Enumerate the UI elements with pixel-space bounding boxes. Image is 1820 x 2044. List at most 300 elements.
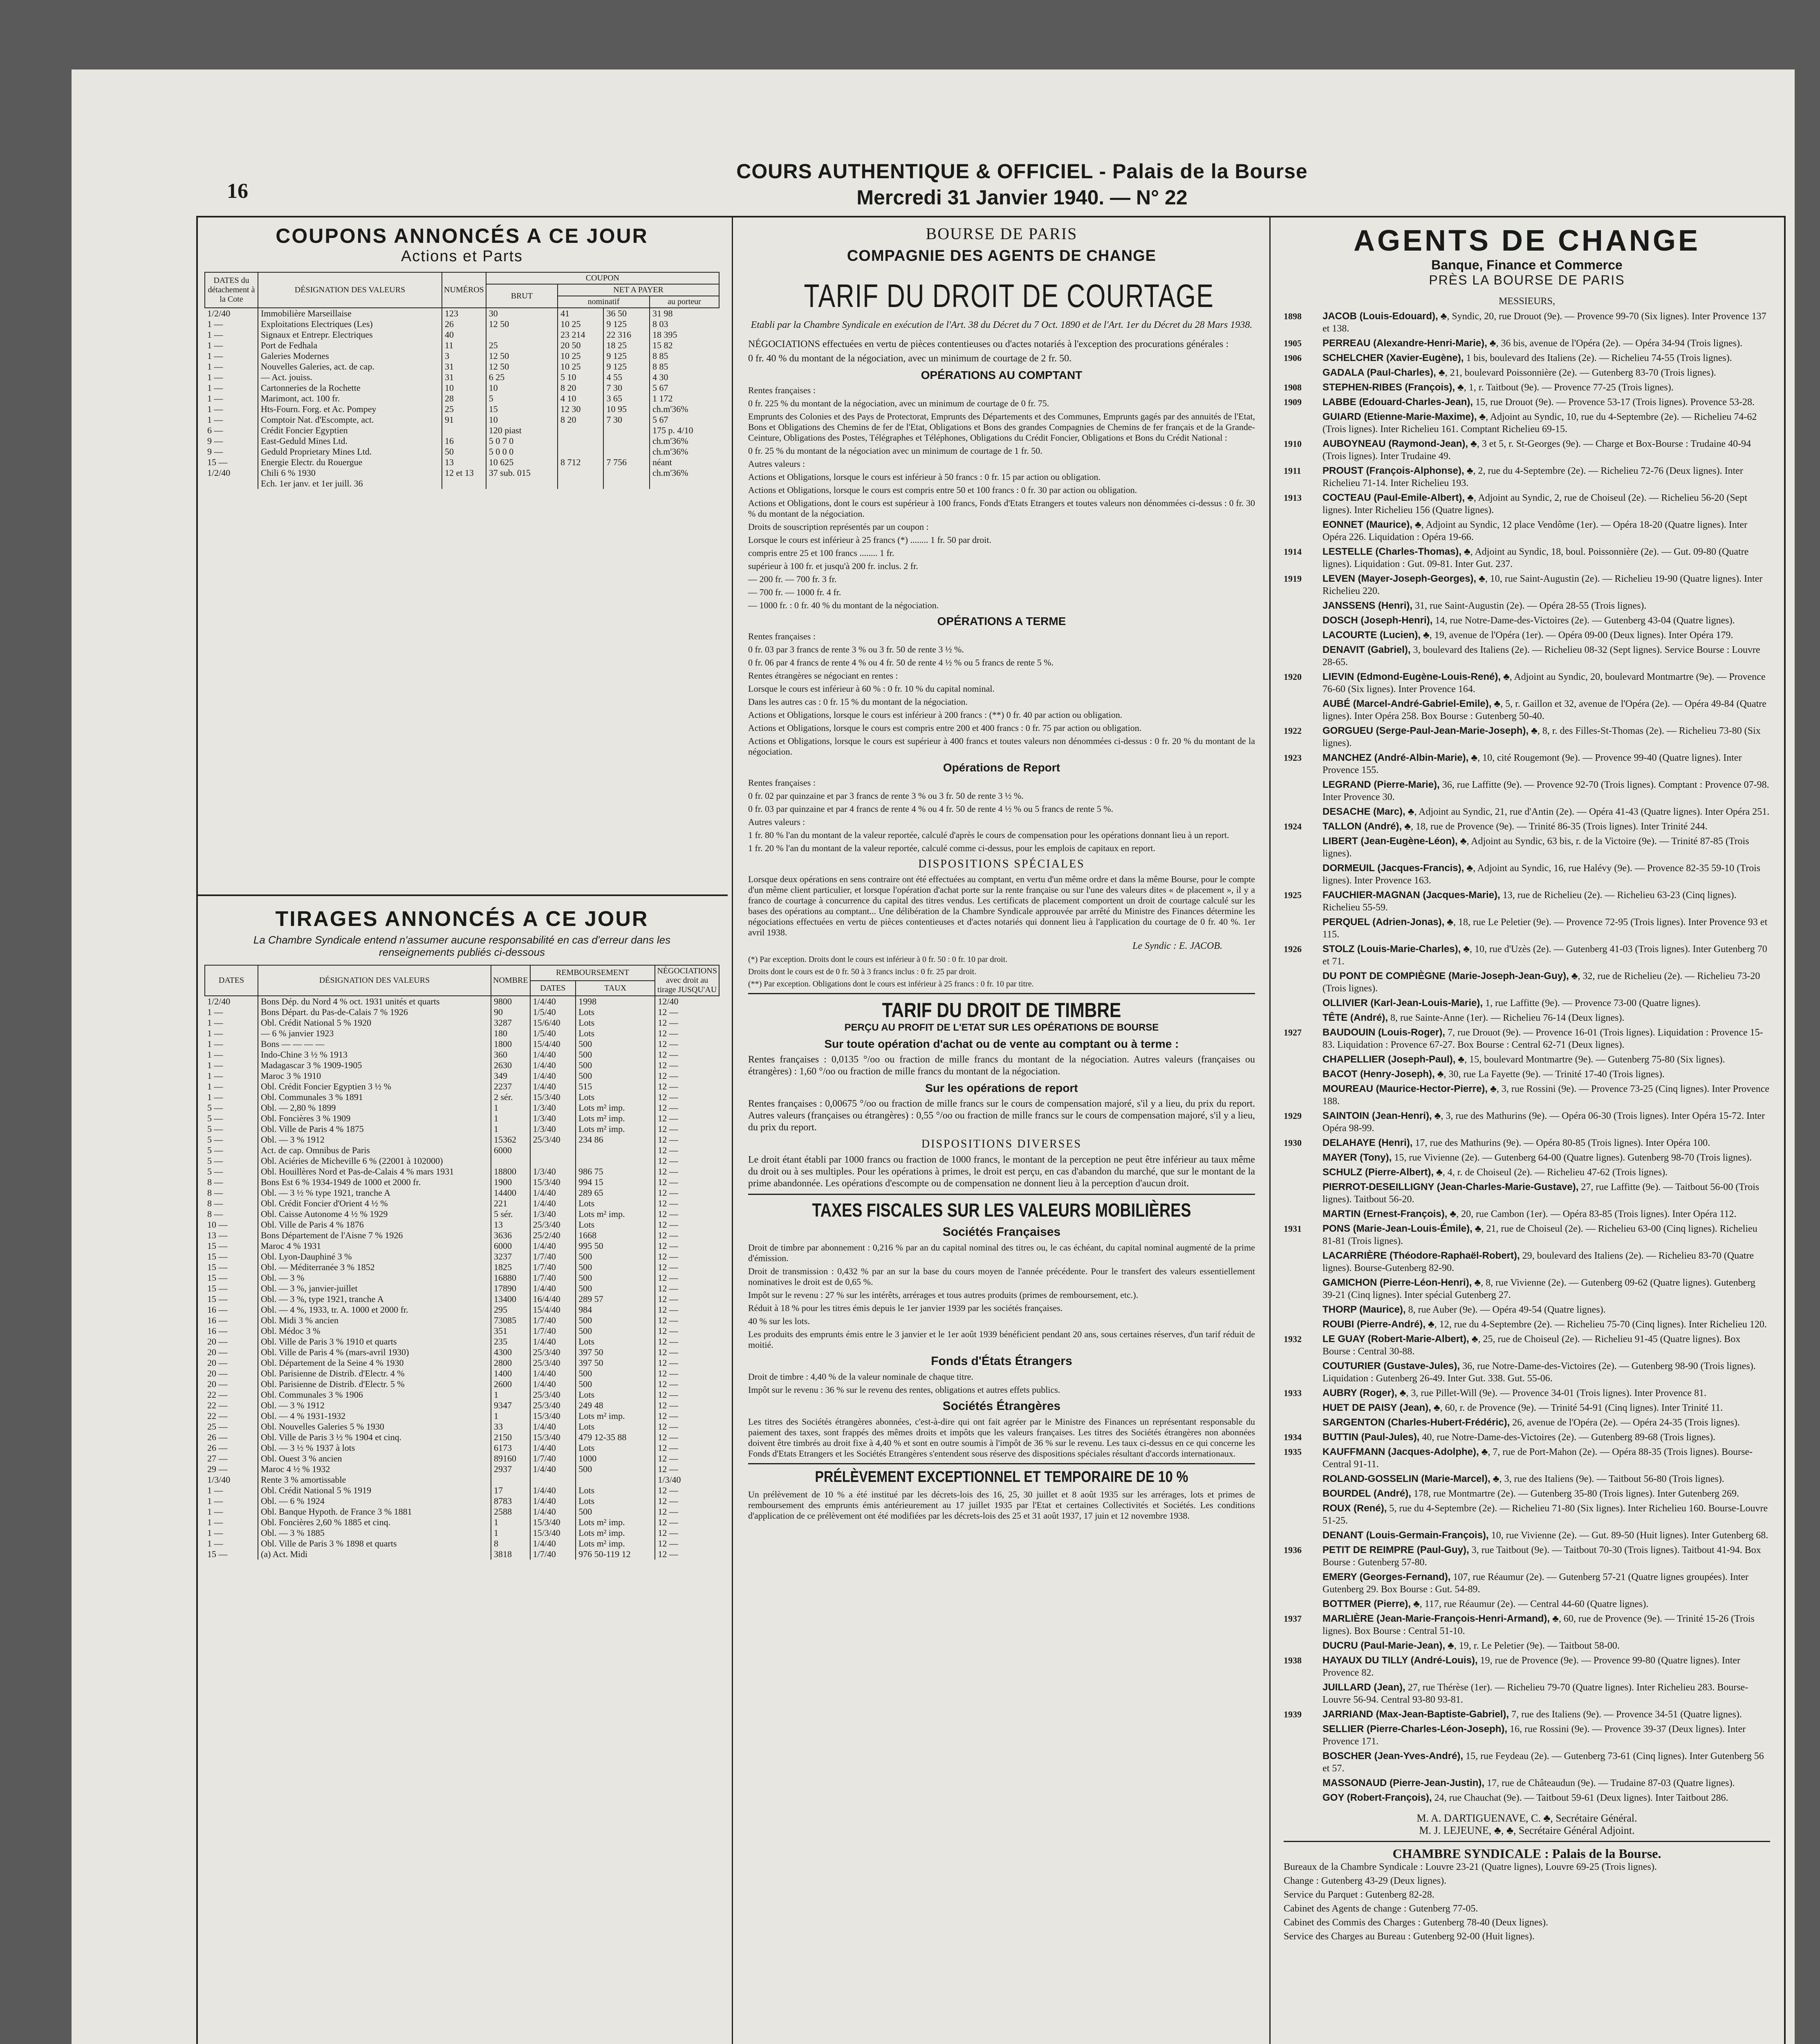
table-cell: 180 [491, 1028, 530, 1039]
agent-year: 1927 [1284, 1027, 1302, 1038]
table-cell: 1 — [207, 1496, 223, 1506]
table-cell: 15/3/40 [530, 1432, 576, 1443]
table-cell: 235 [491, 1336, 530, 1347]
bourse-title: BOURSE DE PARIS [926, 224, 1078, 243]
paragraph: 0 fr. 06 par 4 francs de rente 4 % ou 4 fr. 50 de rente 4 ½ % ou 5 francs de rente 5 %. [748, 657, 1054, 668]
paragraph: Service du Parquet : Gutenberg 82-28. [1284, 1889, 1434, 1900]
table-cell: 2150 [491, 1432, 530, 1443]
table-cell: Obl. Parisienne de Distrib. d'Electr. 4 % [258, 1368, 491, 1379]
agents-list [1284, 310, 1770, 1804]
table-cell: 1/4/40 [530, 1060, 576, 1071]
table-cell: Port de Fedhala [258, 340, 442, 351]
table-cell: 12/40 [655, 996, 719, 1007]
paragraph: Réduit à 18 % pour les titres émis depuis le 1er janvier 1939 par les sociétés françaises. [748, 1303, 1063, 1313]
agent-details: 36, rue Laffitte (9e). — Provence 92-70 (Trois lignes). Comptant : Provence 07-98. Inter Provence 30. [1322, 780, 1769, 802]
table-cell: 8 85 [650, 361, 719, 372]
table-cell: 175 p. 4/10 [650, 425, 719, 436]
table-cell: 1/3/40 [530, 1209, 576, 1219]
agent-name: AUBOYNEAU (Raymond-Jean), [1322, 438, 1468, 449]
agent-details: 26, avenue de l'Opéra (2e). — Opéra 24-35 (Trois lignes). [1510, 1417, 1740, 1428]
agent-details: 16, rue Rossini (9e). — Provence 39-37 (Deux lignes). Inter Provence 171. [1322, 1724, 1746, 1747]
table-cell: Obl. — 3 % 1885 [258, 1528, 491, 1538]
table-cell: 3287 [491, 1018, 530, 1028]
table-cell: 1/7/40 [530, 1273, 576, 1283]
table-cell [442, 425, 486, 436]
paragraph: Droit de timbre par abonnement : 0,216 % par an du capital nominal des titres ou, le cas échéant, du capital nominal augmenté de la prime d'émission. [748, 1242, 1255, 1263]
agent-details: ♣, Adjoint au Syndic, 20, boulevard Montmartre (9e). — Provence 76-60 (Six lignes). Inter Provence 164. [1322, 672, 1766, 695]
agent-details: ♣, 20, rue Cambon (1er). — Opéra 83-85 (Trois lignes). Inter Opéra 112. [1447, 1209, 1737, 1219]
table-cell: Act. de cap. Omnibus de Paris [258, 1145, 491, 1156]
table-cell: 1/4/40 [530, 1464, 576, 1475]
table-cell: 29 — [207, 1464, 228, 1474]
table-cell: 12 — [655, 1251, 719, 1262]
table-row [205, 1464, 719, 1475]
list-item [1284, 1318, 1770, 1331]
agent-name: CHAPELLIER (Joseph-Paul), [1322, 1054, 1456, 1065]
agent-details: ♣, 36 bis, avenue de l'Opéra (2e). — Opéra 34-94 (Trois lignes). [1487, 338, 1743, 349]
table-cell: Obl. — 3 %, janvier-juillet [258, 1283, 491, 1294]
table-cell: Obl. Parisienne de Distrib. d'Electr. 5 % [258, 1379, 491, 1390]
paragraph: 40 % sur les lots. [748, 1316, 810, 1326]
table-cell: 3 [442, 351, 486, 361]
list-item [1284, 889, 1770, 914]
table-cell: 12 50 [486, 361, 558, 372]
table-cell: 12 — [655, 1453, 719, 1464]
agent-details: 17, rue des Mathurins (9e). — Opéra 80-85 (Trois lignes). Inter Opéra 100. [1412, 1138, 1710, 1148]
agent-details: ♣, 8, rue Vivienne (2e). — Gutenberg 09-62 (Quatre lignes). Gutenberg 39-21 (Cinq lignes). Inter spécial Gutenberg 27. [1322, 1278, 1755, 1300]
section-rule [748, 993, 1255, 994]
agent-details: 3, boulevard des Italiens (2e). — Richelieu 08-32 (Sept lignes). Service Bourse : Louvre 28-65. [1322, 645, 1760, 668]
paragraph: Cabinet des Agents de change : Gutenberg 77-05. [1284, 1903, 1478, 1914]
table-cell: 13400 [491, 1294, 530, 1304]
col-numeros: NUMÉROS [442, 272, 486, 308]
table-cell: 7 756 [603, 457, 649, 468]
timbre-p2: Rentes françaises : 0,00675 °/oo ou fraction de mille francs sur le cours de compensation majoré, s'il y a lieu, du prix du report. Autres valeurs (françaises ou étrangères) : 0,55 °/oo ou fraction de mille francs sur le cours de compensation majoré, s'il y a lieu, du prix du report. [748, 1098, 1255, 1133]
table-cell: 15/3/40 [530, 1528, 576, 1538]
table-cell: 2630 [491, 1060, 530, 1071]
agent-name: LE GUAY (Robert-Marie-Albert), [1322, 1334, 1469, 1345]
table-cell: 1/2/40 [207, 308, 231, 318]
agent-name: MARLIÈRE (Jean-Marie-François-Henri-Armand), [1322, 1613, 1550, 1624]
coupons-body [205, 308, 719, 489]
agent-details: 1 bis, boulevard des Italiens (2e). — Richelieu 74-55 (Trois lignes). [1464, 353, 1732, 363]
paragraph: Impôt sur le revenu : 36 % sur le revenu des rentes, obligations et autres effets publics. [748, 1385, 1060, 1395]
syndic-signature: Le Syndic : E. JACOB. [1132, 941, 1222, 951]
paragraph: Actions et Obligations, lorsque le cours est compris entre 200 et 400 francs : 0 fr. 75 par action ou obligation. [748, 723, 1142, 733]
list-item [1284, 1110, 1770, 1134]
table-cell: 15/4/40 [530, 1304, 576, 1315]
table-row [205, 1315, 719, 1326]
table-cell: 31 98 [650, 308, 719, 319]
paragraph: 1 fr. 20 % l'an du montant de la valeur reportée, calculé comme ci-dessus, pour les emplois de capitaux en report. [748, 843, 1156, 853]
table-cell: 5 10 [558, 372, 603, 383]
table-cell: Hts-Fourn. Forg. et Ac. Pompey [258, 404, 442, 415]
table-cell: 13 — [207, 1230, 228, 1240]
page-number: 16 [227, 179, 248, 203]
list-item [1284, 1166, 1770, 1179]
table-cell: 12 — [655, 1060, 719, 1071]
table-row [205, 1251, 719, 1262]
table-cell: 27 — [207, 1453, 228, 1464]
table-cell: 22 — [207, 1390, 228, 1400]
table-cell: 1/4/40 [530, 996, 576, 1007]
diverses-title: DISPOSITIONS DIVERSES [921, 1138, 1082, 1150]
paragraph: compris entre 25 et 100 francs ........ 1 fr. [748, 548, 894, 558]
table-cell: Lots m² imp. [576, 1538, 655, 1549]
table-cell: 1900 [491, 1177, 530, 1188]
agent-year: 1908 [1284, 382, 1302, 392]
agent-details: ♣, 19, avenue de l'Opéra (1er). — Opéra 09-00 (Deux lignes). Inter Opéra 179. [1421, 630, 1733, 641]
table-cell: 12 — [655, 1528, 719, 1538]
table-cell: 984 [576, 1304, 655, 1315]
middle-column [736, 216, 1267, 2044]
agent-details: ♣, 60, r. de Provence (9e). — Trinité 54-91 (Cinq lignes). Inter Trinité 11. [1431, 1403, 1723, 1413]
list-item [1284, 1777, 1770, 1789]
paragraph: Cabinet des Commis des Charges : Gutenberg 78-40 (Deux lignes). [1284, 1917, 1549, 1928]
table-cell: 12 — [655, 1347, 719, 1358]
table-cell: 1/2/40 [207, 996, 231, 1006]
table-cell: 12 — [655, 1028, 719, 1039]
table-cell: 10 [486, 383, 558, 393]
list-item [1284, 1529, 1770, 1542]
table-cell: 12 — [655, 1506, 719, 1517]
agent-name: DU PONT DE COMPIÈGNE (Marie-Joseph-Jean-Guy), [1322, 970, 1569, 982]
table-cell: 994 15 [576, 1177, 655, 1188]
table-cell: 12 — [655, 1326, 719, 1336]
table-cell: 2 sér. [491, 1092, 530, 1103]
table-cell: Crédit Foncier Egyptien [258, 425, 442, 436]
agent-details: ♣, 12, rue du 4-Septembre (2e). — Richelieu 75-70 (Cinq lignes). Inter Richelieu 120. [1426, 1319, 1767, 1330]
list-item [1284, 1488, 1770, 1500]
agent-year: 1937 [1284, 1614, 1302, 1624]
list-item [1284, 1250, 1770, 1274]
paragraph: Rentes françaises : [748, 778, 816, 788]
table-cell: Obl. Crédit National 5 % 1919 [258, 1485, 491, 1496]
section-rule [1284, 1841, 1770, 1842]
table-cell: 25/2/40 [530, 1230, 576, 1241]
table-cell: Obl. Ville de Paris 3 % 1898 et quarts [258, 1538, 491, 1549]
agent-name: KAUFFMANN (Jacques-Adolphe), [1322, 1446, 1479, 1457]
agent-name: THORP (Maurice), [1322, 1304, 1406, 1315]
table-cell: 10 — [207, 1219, 228, 1230]
table-cell: 1/5/40 [530, 1028, 576, 1039]
list-item [1284, 1654, 1770, 1679]
table-cell: 986 75 [576, 1166, 655, 1177]
table-row [205, 1092, 719, 1103]
table-cell: 1/4/40 [530, 1379, 576, 1390]
timbre-title: TARIF DU DROIT DE TIMBRE [882, 999, 1121, 1022]
list-item [1284, 1360, 1770, 1385]
table-cell: 10 95 [603, 404, 649, 415]
table-cell: 26 — [207, 1432, 228, 1442]
table-cell [442, 478, 486, 489]
agent-details: ♣, 2, rue du 4-Septembre (2e). — Richelieu 72-76 (Deux lignes). Inter Richelieu 71-14. Inter Richelieu 193. [1322, 466, 1743, 489]
table-cell: 25/3/40 [530, 1347, 576, 1358]
table-cell: Lots [576, 1219, 655, 1230]
table-row [205, 996, 719, 1007]
list-item [1284, 862, 1770, 887]
table-cell: 15 — [207, 457, 228, 467]
table-cell: Lots m² imp. [576, 1411, 655, 1421]
paragraph: Change : Gutenberg 43-29 (Deux lignes). [1284, 1876, 1447, 1886]
paragraph: (**) Par exception. Obligations dont le cours est inférieur à 25 francs : 0 fr. 10 par titre. [748, 979, 1034, 988]
table-cell: 2800 [491, 1358, 530, 1368]
table-row [205, 1262, 719, 1273]
table-cell: 1 [491, 1124, 530, 1134]
table-cell: 73085 [491, 1315, 530, 1326]
table-cell: Obl. Ville de Paris 3 ½ % 1904 et cinq. [258, 1432, 491, 1443]
table-cell: Lots [576, 1028, 655, 1039]
paragraph: Actions et Obligations, lorsque le cours est supérieur à 400 francs et toutes valeurs non dénommées ci-dessus : 0 fr. 20 % du montant de la négociation. [748, 736, 1255, 757]
paragraph: (*) Par exception. Droits dont le cours est inférieur à 0 fr. 50 : 0 fr. 10 par droit. [748, 955, 1008, 964]
table-cell: 1/4/40 [530, 1485, 576, 1496]
table-cell [576, 1156, 655, 1166]
column-rule [732, 216, 733, 2044]
table-cell: 13 [442, 457, 486, 468]
agent-details: 5, rue du 4-Septembre (2e). — Richelieu 71-80 (Six lignes). Inter Richelieu 160. Bourse-Louvre 51-25. [1322, 1503, 1768, 1526]
table-cell [530, 1145, 576, 1156]
table-cell: 500 [576, 1283, 655, 1294]
list-item [1284, 573, 1770, 597]
table-cell: 500 [576, 1049, 655, 1060]
table-cell [558, 425, 603, 436]
table-cell: 15 [486, 404, 558, 415]
table-cell: 12 — [655, 1358, 719, 1368]
table-cell: Obl. — 3 % [258, 1273, 491, 1283]
timbre-p1: Rentes françaises : 0,0135 °/oo ou fraction de mille francs du montant de la négociation. Autres valeurs (françaises ou étrangères) : 1,60 °/oo ou fraction de mille francs du montant de la négociation. [748, 1054, 1255, 1077]
paragraph: Bureaux de la Chambre Syndicale : Louvre 23-21 (Quatre lignes), Louvre 69-25 (Trois lignes). [1284, 1862, 1657, 1872]
table-row [205, 1007, 719, 1018]
list-item [1284, 614, 1770, 627]
table-cell: 12 et 13 [442, 468, 486, 478]
table-cell: Lots m² imp. [576, 1528, 655, 1538]
table-row [205, 1326, 719, 1336]
table-cell: 20 — [207, 1379, 228, 1389]
agent-year: 1925 [1284, 890, 1302, 900]
table-cell: 1/4/40 [530, 1188, 576, 1198]
paragraph: Rentes françaises : [748, 385, 816, 395]
paragraph: Impôt sur le revenu : 27 % sur les intérêts, arrérages et tous autres produits (primes de remboursement, etc.). [748, 1290, 1139, 1300]
agent-name: BOURDEL (André), [1322, 1488, 1411, 1499]
coupons-subtitle: Actions et Parts [401, 248, 523, 265]
list-item [1284, 1416, 1770, 1429]
agent-details: 17, rue de Châteaudun (9e). — Trudaine 87-03 (Quatre lignes). [1484, 1778, 1735, 1788]
table-cell: 1 — [207, 372, 223, 382]
table-cell: 18 25 [603, 340, 649, 351]
list-item [1284, 1083, 1770, 1107]
table-cell: 1/4/40 [530, 1368, 576, 1379]
paragraph: 0 fr. 03 par 3 francs de rente 3 % ou 3 fr. 50 de rente 3 ½ %. [748, 644, 964, 654]
list-item [1284, 1708, 1770, 1721]
table-cell [603, 468, 649, 478]
table-cell: Obl. — 2,80 % 1899 [258, 1103, 491, 1113]
table-row [205, 1304, 719, 1315]
table-cell: 12 — [655, 1113, 719, 1124]
table-row [205, 1060, 719, 1071]
agent-year: 1932 [1284, 1334, 1302, 1344]
table-cell: 9 — [207, 446, 223, 457]
table-cell: 6 25 [486, 372, 558, 383]
table-cell: 1825 [491, 1262, 530, 1273]
table-cell: 12 — [655, 1411, 719, 1421]
table-cell: 8 20 [558, 415, 603, 425]
table-cell: 8 85 [650, 351, 719, 361]
table-cell: 9 — [207, 436, 223, 446]
agent-year: 1909 [1284, 397, 1302, 407]
table-cell: Obl. — 3 % 1912 [258, 1134, 491, 1145]
agent-details: 8, rue Sainte-Anne (1er). — Richelieu 76-14 (Deux lignes). [1388, 1013, 1625, 1023]
table-cell: 16880 [491, 1273, 530, 1283]
list-item [1284, 310, 1770, 335]
agent-name: LEGRAND (Pierre-Marie), [1322, 779, 1440, 790]
table-row [205, 393, 719, 404]
agent-year: 1931 [1284, 1224, 1302, 1234]
table-row [205, 425, 719, 436]
prelevement-title: PRÉLÈVEMENT EXCEPTIONNEL ET TEMPORAIRE DE 10 % [815, 1468, 1188, 1486]
table-cell: 500 [576, 1326, 655, 1336]
table-cell: 397 50 [576, 1358, 655, 1368]
table-cell: 295 [491, 1304, 530, 1315]
chambre-title: CHAMBRE SYNDICALE : Palais de la Bourse. [1392, 1846, 1661, 1861]
table-cell: 25/3/40 [530, 1358, 576, 1368]
paragraph: Dans les autres cas : 0 fr. 15 % du montant de la négociation. [748, 697, 968, 707]
table-cell: 12 — [655, 1018, 719, 1028]
agent-details: ♣, 10, rue d'Uzès (2e). — Gutenberg 41-03 (Trois lignes). Inter Gutenberg 70 et 71. [1322, 944, 1767, 967]
table-cell: 10 [442, 383, 486, 393]
table-cell: Obl. Midi 3 % ancien [258, 1315, 491, 1326]
table-cell: 5 — [207, 1124, 223, 1134]
paragraph: 0 fr. 03 par quinzaine et par 4 francs de rente 4 % ou 4 fr. 50 de rente 4 ½ % ou 5 francs de rente 5 %. [748, 804, 1114, 814]
table-cell: — 6 % janvier 1923 [258, 1028, 491, 1039]
agent-details: ♣, 7, rue de Port-Mahon (2e). — Opéra 88-35 (Trois lignes). Bourse-Central 91-11. [1322, 1447, 1753, 1470]
table-cell: 1 — [207, 340, 223, 350]
table-row [205, 1475, 719, 1485]
list-item [1284, 1502, 1770, 1527]
table-row [205, 1485, 719, 1496]
report-title: Opérations de Report [943, 761, 1060, 774]
table-row [205, 308, 719, 319]
table-cell: 12 — [655, 1273, 719, 1283]
table-cell: 1/2/40 [207, 468, 231, 478]
table-cell: 14400 [491, 1188, 530, 1198]
table-row [205, 1177, 719, 1188]
table-cell: Lots [576, 1092, 655, 1103]
list-item [1284, 519, 1770, 543]
table-cell: Obl. Crédit Foncier d'Orient 4 ½ % [258, 1198, 491, 1209]
table-cell: 8 — [207, 1188, 223, 1198]
table-row [205, 340, 719, 351]
timbre-subtitle: PERÇU AU PROFIT DE L'ETAT SUR LES OPÉRATIONS DE BOURSE [844, 1022, 1159, 1033]
table-cell [205, 478, 258, 489]
table-cell: Obl. Aciéries de Micheville 6 % (22001 à 102000) [258, 1156, 491, 1166]
agent-name: LACOURTE (Lucien), [1322, 630, 1421, 641]
table-row [205, 1506, 719, 1517]
terme-list [748, 631, 1255, 757]
fonds-list [748, 1372, 1255, 1395]
table-cell: 12 — [655, 1103, 719, 1113]
table-cell: 16/4/40 [530, 1294, 576, 1304]
list-item [1284, 698, 1770, 722]
table-cell: 12 — [655, 1368, 719, 1379]
table-cell: 12 — [655, 1177, 719, 1188]
table-cell: 36 50 [603, 308, 649, 319]
table-cell: 1 [491, 1390, 530, 1400]
agent-details: ♣, 30, rue La Fayette (9e). — Trinité 17-40 (Trois lignes). [1434, 1069, 1665, 1080]
table-cell: 12 — [655, 1230, 719, 1241]
agent-details: ♣, 19, r. Le Peletier (9e). — Taitbout 58-00. [1445, 1641, 1620, 1651]
list-item [1284, 1223, 1770, 1247]
table-row [205, 1517, 719, 1528]
table-row [205, 1453, 719, 1464]
agent-name: EMERY (Georges-Fernand), [1322, 1571, 1451, 1582]
table-cell: Obl. Caisse Autonome 4 ½ % 1929 [258, 1209, 491, 1219]
table-cell: 1/7/40 [530, 1326, 576, 1336]
paragraph: Les produits des emprunts émis entre le 3 janvier et le 1er août 1939 bénéficient pendant 20 ans, sous certaines réserves, d'un tarif réduit de moitié. [748, 1329, 1255, 1350]
table-row [205, 1145, 719, 1156]
table-cell: 10 25 [558, 351, 603, 361]
table-cell: ch.m'36% [650, 468, 719, 478]
agents-subtitle1: Banque, Finance et Commerce [1431, 258, 1623, 272]
list-item [1284, 1544, 1770, 1569]
table-cell: 4 10 [558, 393, 603, 404]
table-cell: 1 — [207, 404, 223, 414]
table-cell: 12 — [655, 1517, 719, 1528]
table-cell: Galeries Modernes [258, 351, 442, 361]
table-cell: 5 — [207, 1166, 223, 1177]
table-cell: 500 [576, 1368, 655, 1379]
table-row [205, 1411, 719, 1421]
table-cell: ch.m'36% [650, 446, 719, 457]
agent-name: SAINTOIN (Jean-Henri), [1322, 1110, 1432, 1121]
agent-name: LESTELLE (Charles-Thomas), [1322, 546, 1462, 557]
agent-name: HAYAUX DU TILLY (André-Louis), [1322, 1655, 1478, 1666]
list-item [1284, 438, 1770, 462]
table-cell: 6000 [491, 1241, 530, 1251]
table-cell: 1 — [207, 1049, 223, 1060]
table-cell: 1/4/40 [530, 1336, 576, 1347]
agent-details: 13, rue de Richelieu (2e). — Richelieu 63-23 (Cinq lignes). Richelieu 55-59. [1322, 890, 1737, 913]
table-cell: 8 03 [650, 319, 719, 329]
table-cell: Obl. — 3 %, type 1921, tranche A [258, 1294, 491, 1304]
agent-details: ♣, 32, rue de Richelieu (2e). — Richelieu 73-20 (Trois lignes). [1322, 971, 1760, 994]
paragraph: Emprunts des Colonies et des Pays de Protectorat, Emprunts des Départements et des Communes, Emprunts gagés par des annuités de l'Etat, Bons et Obligations des Chemins de fer de l'Etat, Obligations et Bons des grandes Compagnies de Chemins de fer français et de la Grande-Ceinture, Obligations des Postes, Télégraphes et Téléphones, Obligations du Crédit Foncier, Obligations et Bons du Crédit National : [748, 411, 1255, 443]
table-cell: 15362 [491, 1134, 530, 1145]
etr-text: Les titres des Sociétés étrangères abonnées, c'est-à-dire qui ont fait agréer par le Ministre des Finances un représentant responsable du paiement des taxes, sont frappés des mêmes droits et impôts que les valeurs françaises. Les titres des Sociétés étrangères non abonnées doivent être timbrés au droit fixe à 4,40 % et sont en outre soumis à l'impôt de 36 % sur le revenu. Les taux ci-dessus en ce qui concerne les Fonds d'Etats Etrangers et les Sociétés Etrangères s'entendent sous réserve des dispositions spéciales résultant d'accords internationaux. [748, 1416, 1255, 1459]
list-item [1284, 1026, 1770, 1051]
table-cell [650, 478, 719, 489]
list-item [1284, 1681, 1770, 1706]
report-list [748, 778, 1255, 854]
table-cell: 351 [491, 1326, 530, 1336]
table-cell: 397 50 [576, 1347, 655, 1358]
table-cell: 12 — [655, 1007, 719, 1018]
table-cell: 25 [486, 340, 558, 351]
agent-name: COUTURIER (Gustave-Jules), [1322, 1360, 1460, 1372]
table-cell: 500 [576, 1071, 655, 1081]
table-cell: 1/7/40 [530, 1549, 576, 1560]
paragraph: Rentes étrangères se négociant en rentes : [748, 670, 898, 681]
table-cell: 289 57 [576, 1294, 655, 1304]
agent-name: GORGUEU (Serge-Paul-Jean-Marie-Joseph), [1322, 725, 1529, 736]
list-item [1284, 1598, 1770, 1610]
table-row [205, 415, 719, 425]
agent-year: 1929 [1284, 1111, 1302, 1121]
list-item [1284, 1333, 1770, 1358]
table-cell: 1 — [207, 393, 223, 403]
table-cell: Obl. Nouvelles Galeries 5 % 1930 [258, 1421, 491, 1432]
paragraph: Actions et Obligations, dont le cours est supérieur à 100 francs, Fonds d'Etats Etrangers et toutes valeurs non dénommées ci-dessus : 0 fr. 30 % du montant de la négociation. [748, 498, 1255, 519]
table-cell: Obl. Ouest 3 % ancien [258, 1453, 491, 1464]
